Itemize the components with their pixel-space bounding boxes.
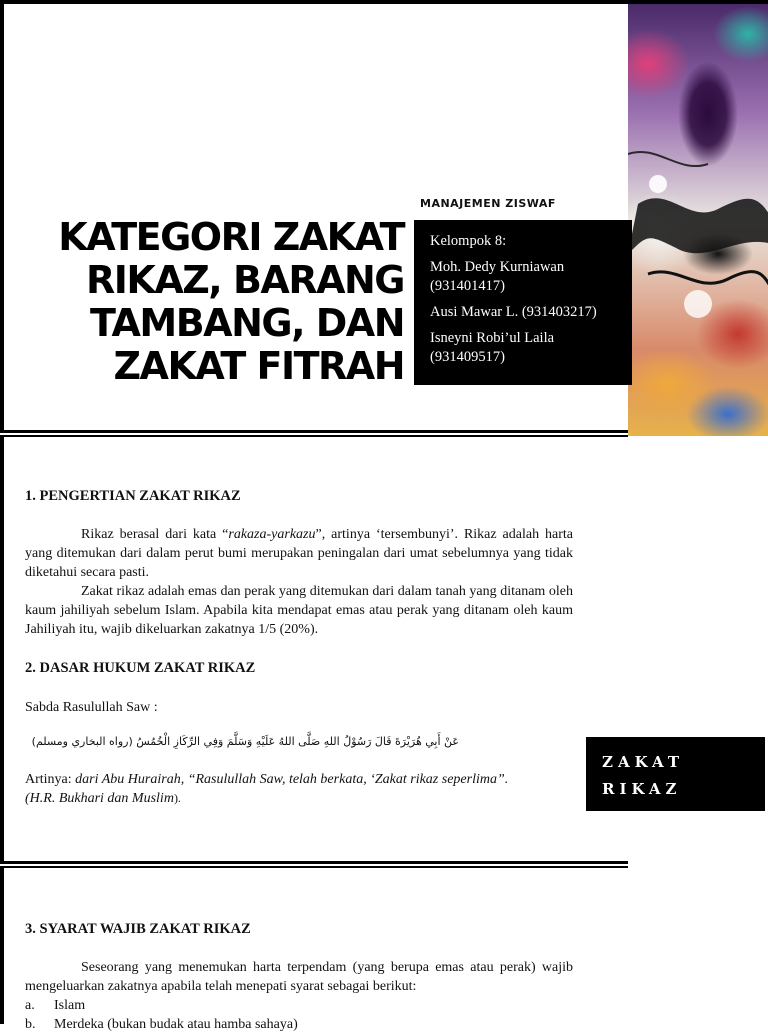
content-slide-1 — [0, 437, 768, 862]
arabic-hadith: عَنْ أَبِي هُرَيْرَةَ قَالَ رَسُوْلُ اللهِ صَلَّى اللهُ عَلَيْهِ وَسَلَّمَ وَفِي الرِّكَازِ الْخُمُسُ (رواه البخاري ومسلم) — [31, 735, 459, 748]
content-slide-2 — [0, 868, 768, 1032]
list-item — [25, 1015, 573, 1034]
presentation-title — [12, 216, 404, 388]
course-label: MANAJEMEN ZISWAF — [420, 197, 556, 210]
list-marker: a. — [25, 998, 35, 1013]
translation-quote: dari Abu Hurairah, “Rasulullah Saw, telah berkata, ‘Zakat rikaz seperlima”. (H.R. Bukhari dan Muslim — [25, 772, 509, 806]
definition-text — [25, 525, 573, 639]
sabda-label: Sabda Rasulullah Saw : — [25, 700, 158, 715]
text-run: ). — [173, 791, 181, 805]
slide-divider — [0, 430, 628, 433]
title-line: RIKAZ, BARANG — [85, 258, 404, 302]
title-line: ZAKAT FITRAH — [113, 344, 404, 388]
requirements-text — [25, 958, 573, 1034]
text-run: ”, artinya ‘tersembunyi’. Rikaz adalah harta yang ditemukan dari dalam perut bumi merupakan peningalan dari umat sebelumnya yang tidak diketahui secara pasti. — [25, 527, 574, 580]
text-run: Rikaz berasal dari kata “ — [81, 527, 229, 542]
paragraph — [25, 525, 573, 582]
topic-label-line: ZAKAT — [602, 753, 684, 771]
text-run: Artinya: — [25, 772, 76, 787]
member-name: Isneyni Robi’ul Laila (931409517) — [430, 330, 555, 365]
paragraph: Seseorang yang menemukan harta terpendam (yang berupa emas atau perak) wajib mengeluarkan zakatnya apabila telah menepati syarat sebagai berikut: — [25, 960, 573, 994]
section-heading: 2. DASAR HUKUM ZAKAT RIKAZ — [25, 660, 256, 676]
member-name: Moh. Dedy Kurniawan (931401417) — [430, 259, 565, 294]
paragraph: Zakat rikaz adalah emas dan perak yang ditemukan dari dalam tanah yang ditanam oleh kaum jahiliyah sebelum Islam. Apabila kita mendapat emas atau perak yang ditanam oleh kaum Jahiliyah itu, wajib dikeluarkan zakatnya 1/5 (20%). — [25, 584, 573, 637]
list-text: Merdeka (bukan budak atau hamba sahaya) — [54, 1017, 298, 1032]
translation-text — [25, 770, 525, 808]
paint-splash-graphic — [628, 4, 768, 436]
abstract-paint-image — [628, 4, 768, 436]
slide-divider — [0, 861, 628, 864]
member-name: Ausi Mawar L. (931403217) — [430, 304, 597, 320]
section-heading: 1. PENGERTIAN ZAKAT RIKAZ — [25, 488, 241, 504]
list-marker: b. — [25, 1017, 36, 1032]
title-line: TAMBANG, DAN — [90, 301, 404, 345]
term: rakaza-yarkazu — [228, 527, 316, 542]
group-members-box — [414, 220, 632, 385]
list-text: Islam — [54, 998, 86, 1013]
topic-label-box — [586, 737, 765, 811]
title-slide — [0, 0, 768, 432]
list-item — [25, 996, 573, 1015]
section-heading: 3. SYARAT WAJIB ZAKAT RIKAZ — [25, 921, 251, 937]
title-line: KATEGORI ZAKAT — [58, 215, 404, 259]
topic-label-line: RIKAZ — [602, 780, 682, 798]
group-label: Kelompok 8: — [430, 233, 507, 249]
